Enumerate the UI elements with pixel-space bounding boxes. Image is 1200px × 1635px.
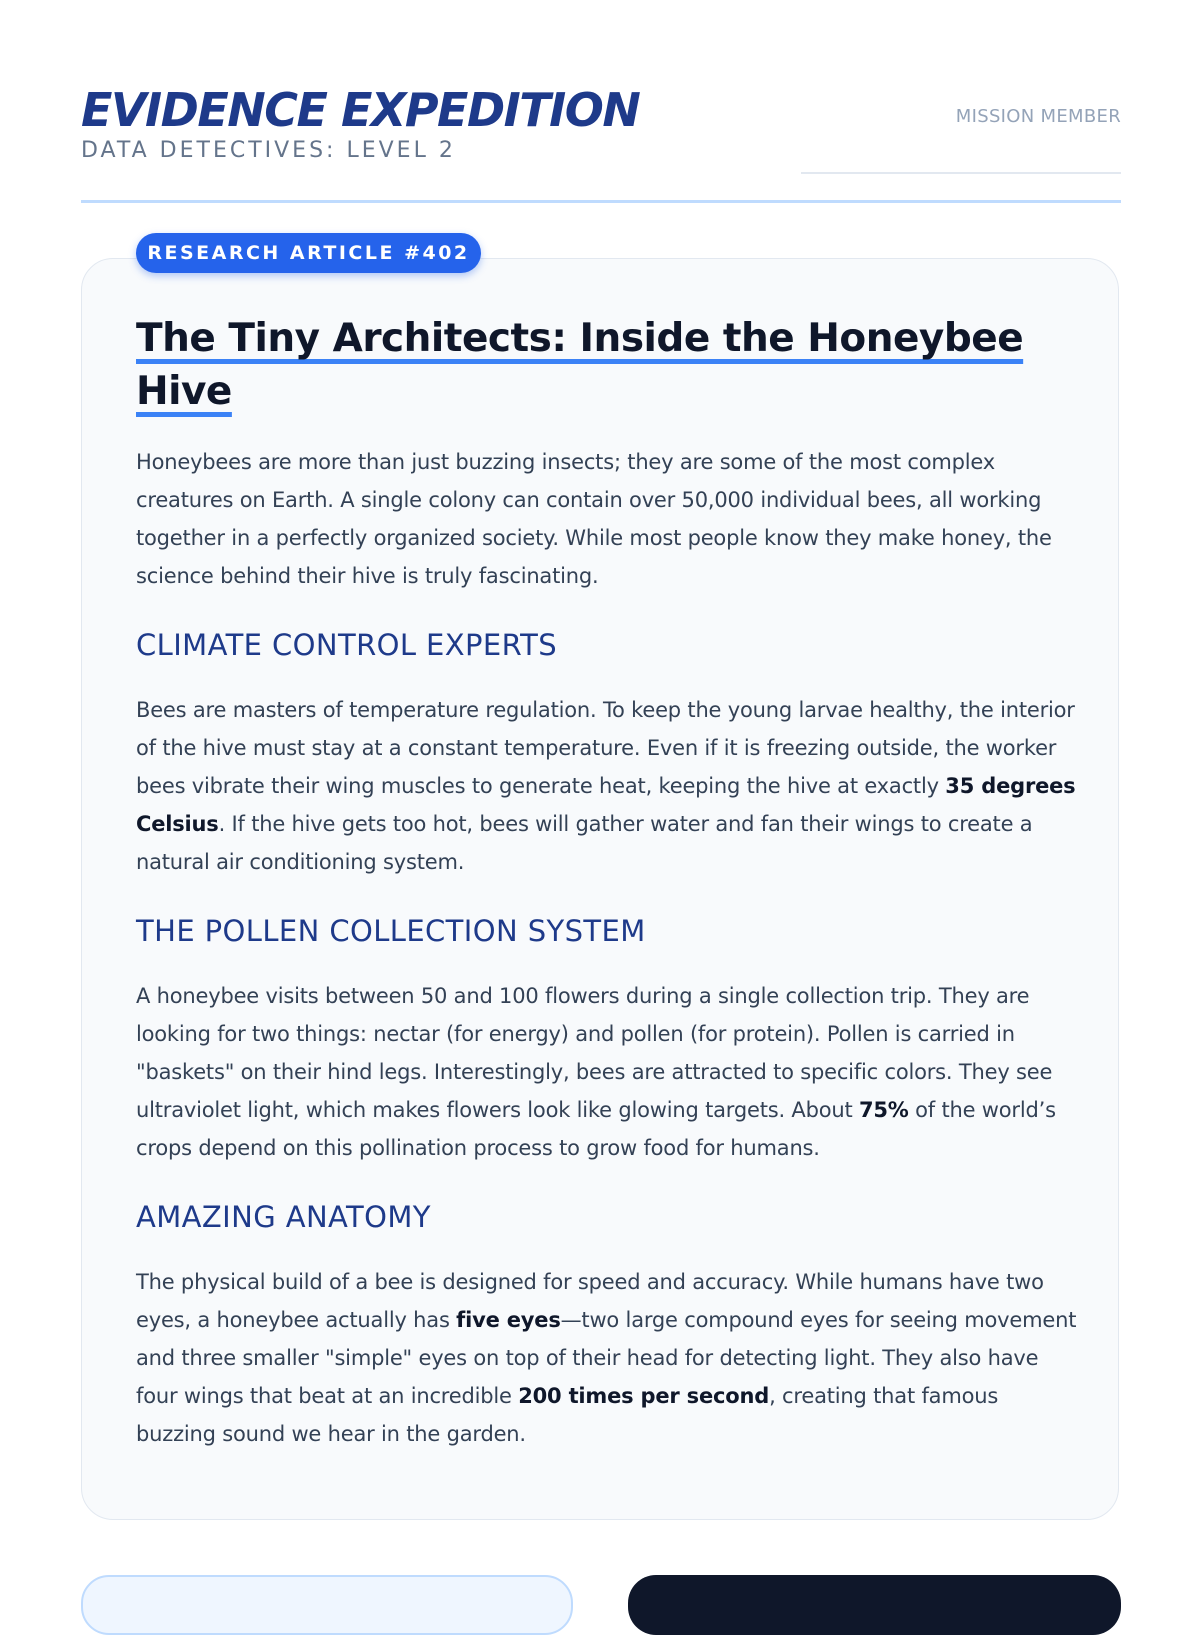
page-subtitle: DATA DETECTIVES: LEVEL 2	[81, 138, 456, 163]
section-text-pollen: A honeybee visits between 50 and 100 flowers during a single collection trip. They are looking for two things: nectar (for energy) and pollen (for protein). Pollen is carried in "baskets" on their hind legs. Interestingly, bees are attracted to specific colors. They see ultraviolet light, which makes flowers look like glowing targets. About 75% of the world’s crops depend on this pollination process to grow food for humans.	[136, 984, 1056, 1160]
section-heading-climate: CLIMATE CONTROL EXPERTS	[136, 628, 558, 662]
section-heading-anatomy: AMAZING ANATOMY	[136, 1200, 431, 1234]
section-text-climate: Bees are masters of temperature regulation. To keep the young larvae healthy, the interior of the hive must stay at a constant temperature. Even if it is freezing outside, the worker bees vibrate their wing muscles to generate heat, keeping the hive at exactly 35 degrees Celsius. If the hive gets too hot, bees will gather water and fan their wings to create a natural air conditioning system.	[136, 698, 1076, 874]
mission-member-field[interactable]	[801, 172, 1121, 174]
header-divider	[81, 200, 1121, 203]
article-headline: The Tiny Architects: Inside the Honeybee Hive	[136, 316, 1024, 414]
mission-member-label: MISSION MEMBER	[955, 106, 1121, 127]
article-intro: Honeybees are more than just buzzing insects; they are some of the most complex creatures on Earth. A single colony can contain over 50,000 individual bees, all working together in a perfectly organized society. While most people know they make honey, the science behind their hive is truly fascinating.	[136, 450, 1052, 588]
bottom-right-panel	[628, 1575, 1121, 1635]
bottom-left-panel	[81, 1575, 573, 1635]
page-title: EVIDENCE EXPEDITION	[81, 83, 640, 137]
article-badge: RESEARCH ARTICLE #402	[136, 233, 481, 273]
worksheet-header	[81, 82, 1121, 163]
article-body	[136, 312, 1081, 1453]
section-heading-pollen: THE POLLEN COLLECTION SYSTEM	[136, 914, 646, 948]
section-text-anatomy: The physical build of a bee is designed for speed and accuracy. While humans have two eyes, a honeybee actually has five eyes—two large compound eyes for seeing movement and three smaller "simple" eyes on top of their head for detecting light. They also have four wings that beat at an incredible 200 times per second, creating that famous buzzing sound we hear in the garden.	[136, 1270, 1077, 1446]
